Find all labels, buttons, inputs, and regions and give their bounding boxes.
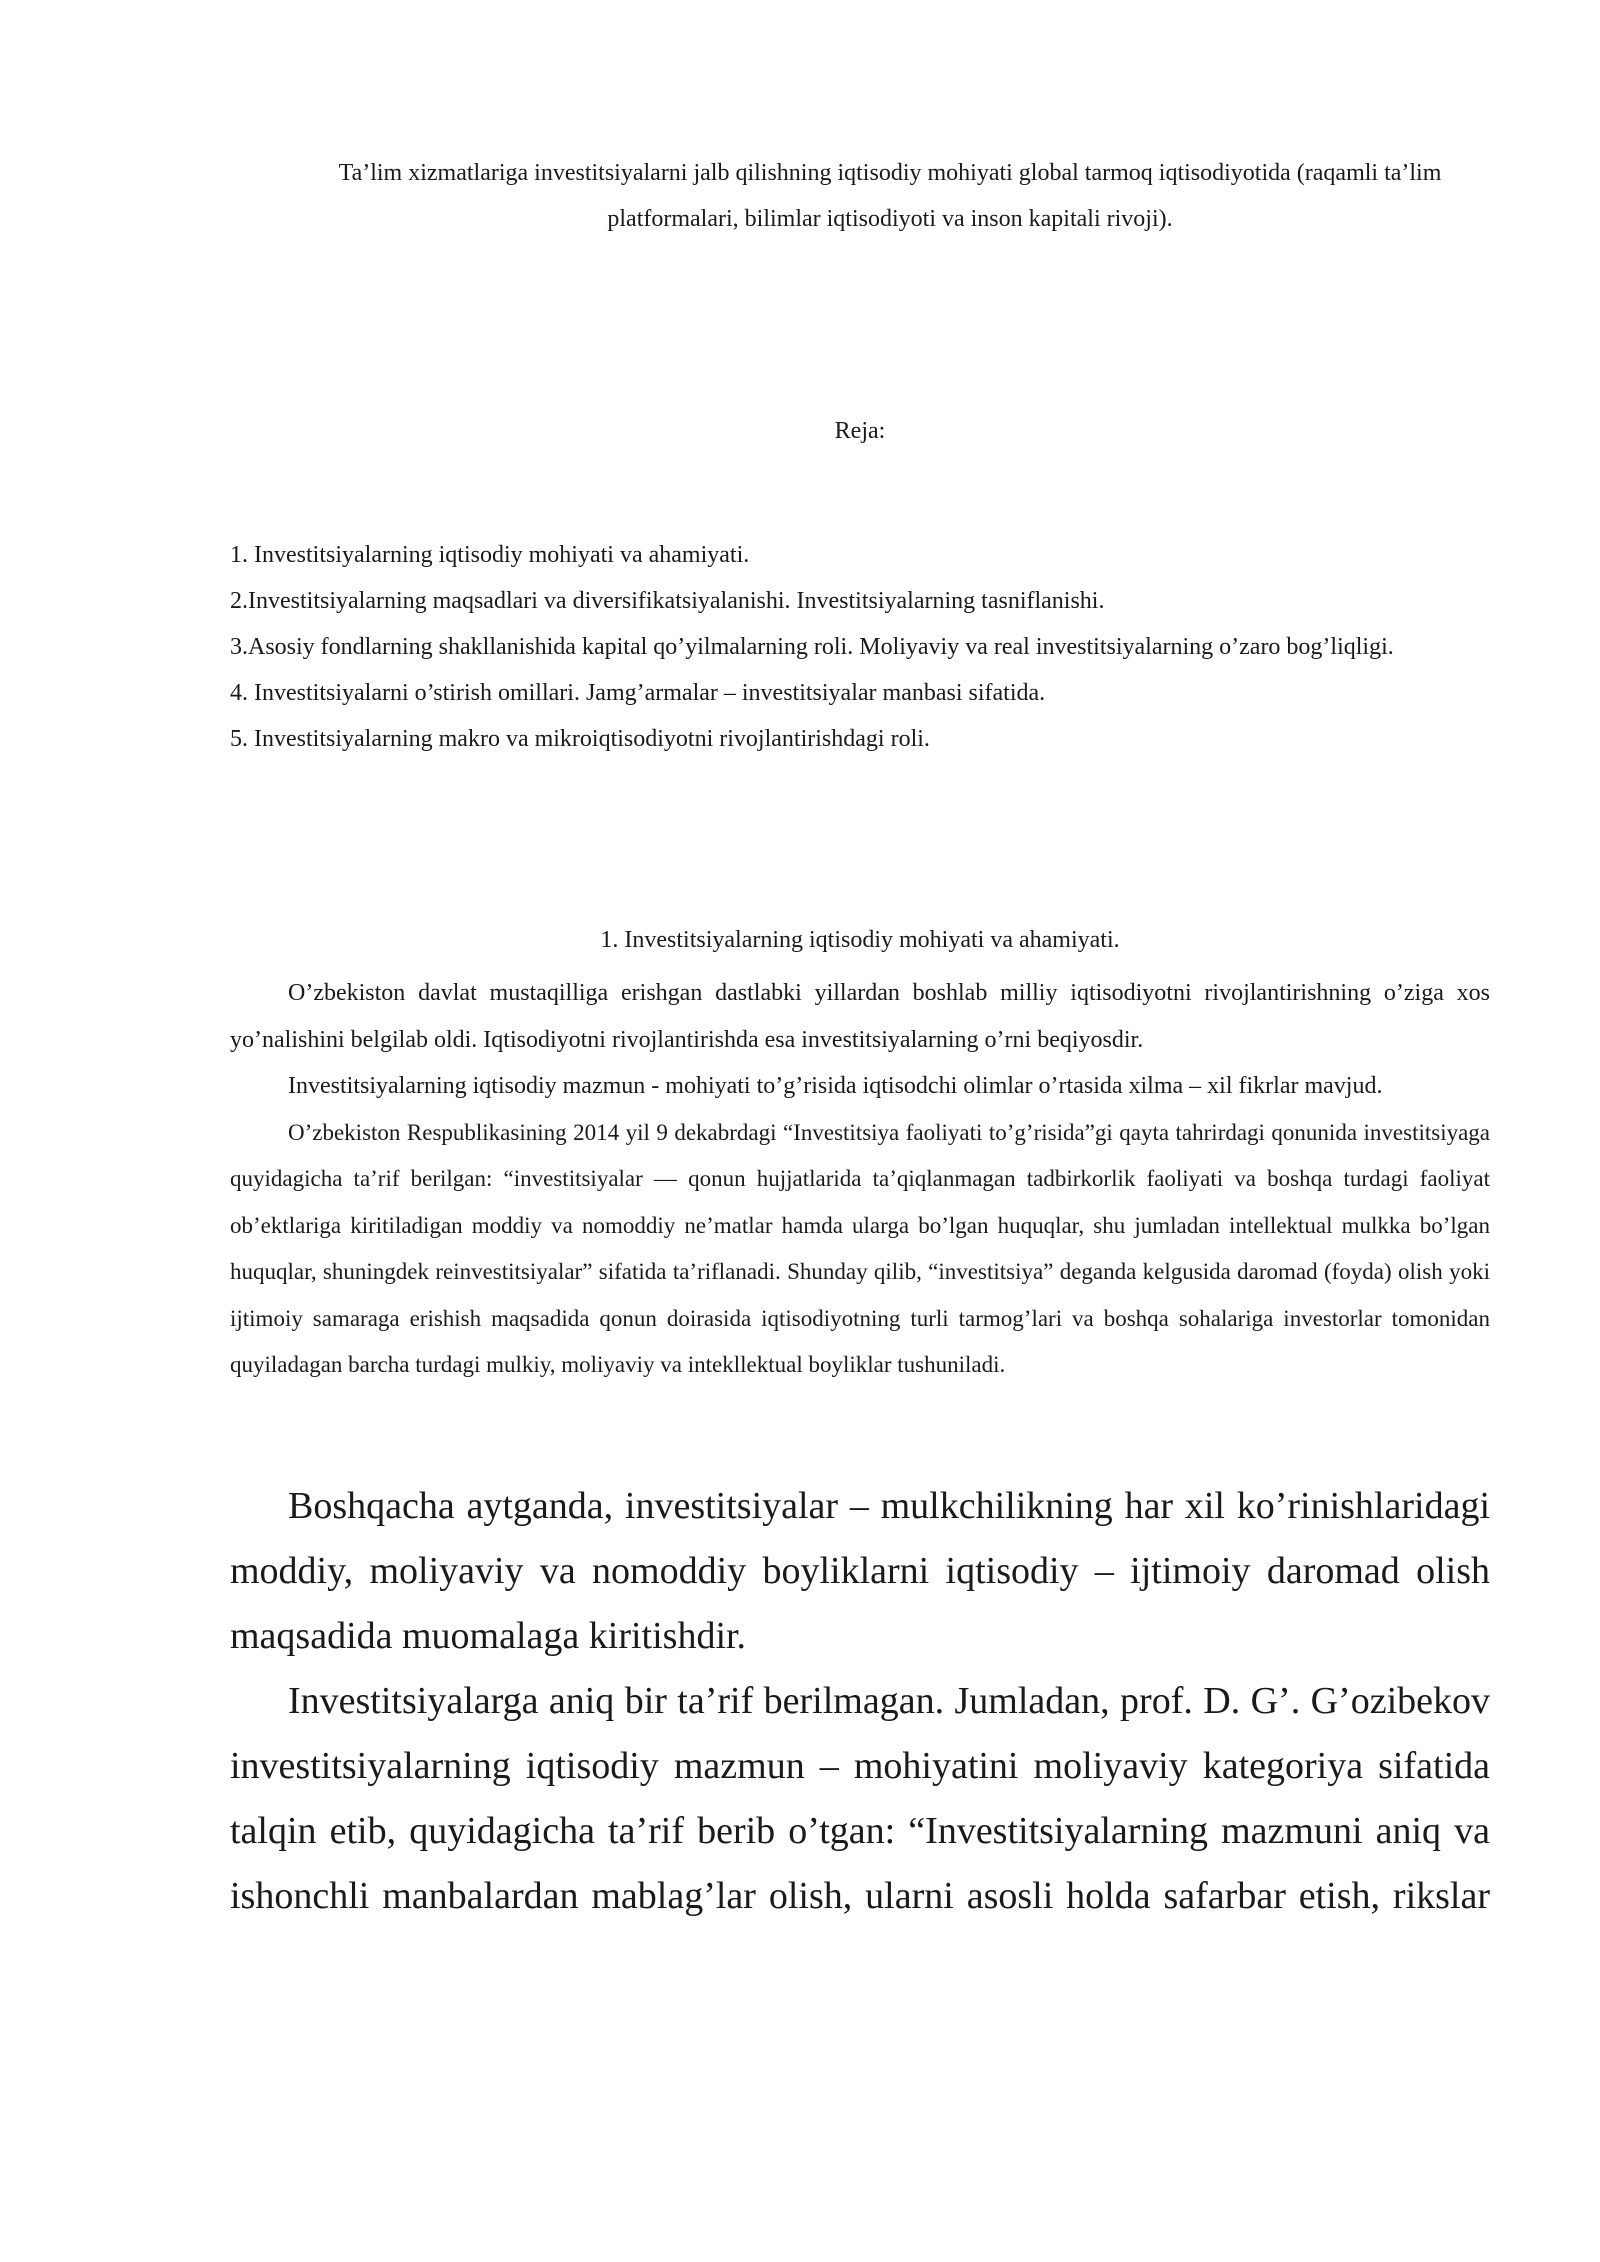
body-text-large	[230, 1474, 1490, 1929]
plan-item: 4. Investitsiyalarni o’stirish omillari. Jamg’armalar – investitsiyalar manbasi sifatida.	[230, 680, 1046, 706]
plan-item: 2.Investitsiyalarning maqsadlari va diversifikatsiyalanishi. Investitsiyalarning tasniflanishi.	[230, 588, 1105, 614]
paragraph: Investitsiyalarga aniq bir ta’rif berilmagan. Jumladan, prof. D. G’. G’ozibekov investitsiyalarning iqtisodiy mazmun – mohiyatini moliyaviy kategoriya sifatida talqin etib, quyidagicha ta’rif berib o’tgan: “Investitsiyalarning mazmuni aniq va ishonchli manbalardan mablag’lar olish, ularni asosli holda safarbar etish, rikslar	[230, 1680, 1490, 1917]
plan-item: 5. Investitsiyalarning makro va mikroiqtisodiyotni rivojlantirishdagi roli.	[230, 726, 930, 752]
plan-heading: Reja:	[834, 418, 886, 444]
paragraph-definition: O’zbekiston Respublikasining 2014 yil 9 dekabrdagi “Investitsiya faoliyati to’g’risida”gi qayta tahrirdagi qonunida investitsiyaga quyidagicha ta’rif berilgan: “investitsiyalar — qonun hujjatlarida ta’qiqlanmagan tadbirkorlik faoliyati va boshqa turdagi faoliyat ob’ektlariga kiritiladigan moddiy va nomoddiy ne’matlar hamda ularga bo’lgan huquqlar, shu jumladan intellektual mulkka bo’lgan huquqlar, shuningdek reinvestitsiyalar” sifatida ta’riflanadi. Shunday qilib, “investitsiya” deganda kelgusida daromad (foyda) olish yoki ijtimoiy samaraga erishish maqsadida qonun doirasida iqtisodiyotning turli tarmog’lari va boshqa sohalariga investorlar tomonidan quyiladagan barcha turdagi mulkiy, moliyaviy va intekllektual boyliklar tushuniladi.	[230, 1119, 1490, 1377]
document-title: Ta’lim xizmatlariga investitsiyalarni jalb qilishning iqtisodiy mohiyati global tarmoq iqtisodiyotida (raqamli ta’lim platformalari, bilimlar iqtisodiyoti va inson kapitali rivoji).	[338, 160, 1442, 232]
paragraph: O’zbekiston davlat mustaqilliga erishgan dastlabki yillardan boshlab milliy iqtisodiyotni rivojlantirishning o’ziga xos yo’nalishini belgilab oldi. Iqtisodiyotni rivojlantirishda esa investitsiyalarning o’rni beqiyosdir.	[230, 980, 1490, 1053]
plan-list	[230, 532, 1490, 762]
plan-item: 3.Asosiy fondlarning shakllanishida kapital qo’yilmalarning roli. Moliyaviy va real investitsiyalarning o’zaro bog’liqligi.	[230, 634, 1394, 660]
paragraph: Boshqacha aytganda, investitsiyalar – mulkchilikning har xil ko’rinishlaridagi moddiy, moliyaviy va nomoddiy boyliklarni iqtisodiy – ijtimoiy daromad olish maqsadida muomalaga kiritishdir.	[230, 1485, 1490, 1657]
body-text-small	[230, 970, 1490, 1389]
paragraph: Investitsiyalarning iqtisodiy mazmun - mohiyati to’g’risida iqtisodchi olimlar o’rtasida xilma – xil fikrlar mavjud.	[288, 1073, 1383, 1099]
section-heading: 1. Investitsiyalarning iqtisodiy mohiyati va ahamiyati.	[600, 927, 1120, 953]
plan-item: 1. Investitsiyalarning iqtisodiy mohiyati va ahamiyati.	[230, 542, 750, 568]
